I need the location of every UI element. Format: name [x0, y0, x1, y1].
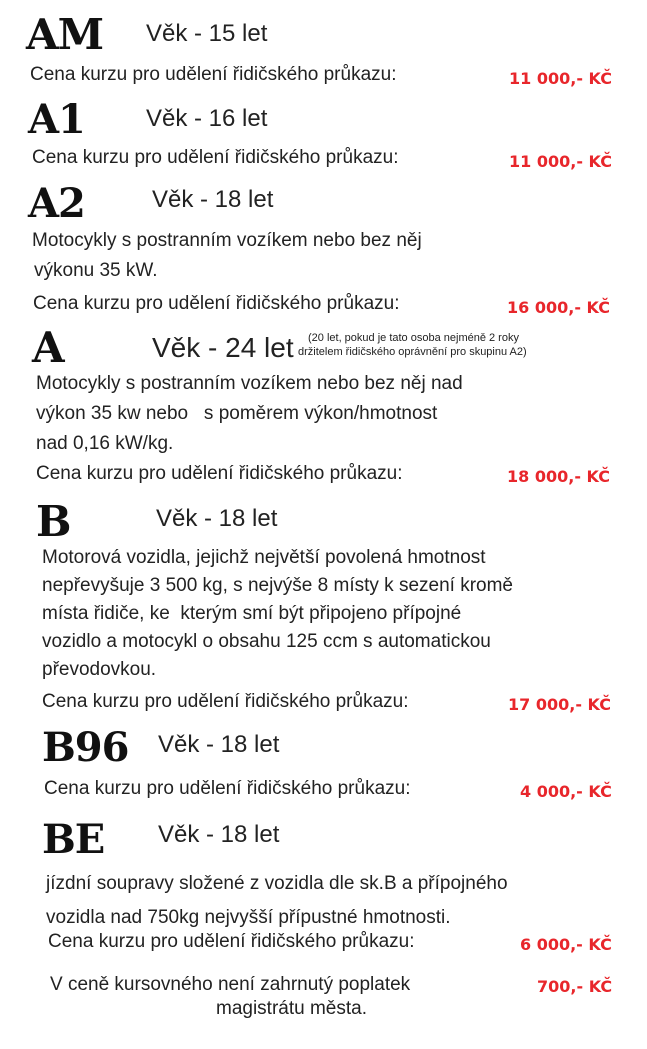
category-am-title: AM	[26, 10, 104, 59]
footer-price: 700,- KČ	[537, 977, 613, 996]
footer-note-line-2: magistrátu města.	[216, 998, 367, 1019]
category-b-price-label: Cena kurzu pro udělení řidičského průkazu:	[42, 691, 409, 712]
category-a-note-line: (20 let, pokud je tato osoba nejméně 2 roky	[308, 332, 519, 344]
category-a1-price: 11 000,- KČ	[509, 152, 612, 171]
footer-note-line-1: V ceně kursovného není zahrnutý poplatek	[50, 974, 411, 995]
category-a-note-line: držitelem řidičského oprávnění pro skupinu A2)	[298, 346, 527, 358]
category-am-price-label: Cena kurzu pro udělení řidičského průkazu:	[30, 64, 397, 85]
category-b-description	[42, 544, 602, 684]
category-a-title: A	[32, 323, 64, 372]
category-b96-age: Věk - 18 let	[158, 731, 280, 758]
category-b-description-line: nepřevyšuje 3 500 kg, s nejvýše 8 místy k sezení kromě	[42, 575, 513, 596]
category-a2-description	[32, 226, 422, 286]
category-am-age: Věk - 15 let	[146, 20, 268, 47]
category-be-price-label: Cena kurzu pro udělení řidičského průkazu:	[48, 931, 415, 952]
category-a2-price-label: Cena kurzu pro udělení řidičského průkazu:	[33, 293, 400, 314]
category-b96-price: 4 000,- KČ	[520, 782, 612, 801]
category-a2-description-line: výkonu 35 kW.	[34, 260, 158, 281]
category-a2-description-line: Motocykly s postranním vozíkem nebo bez něj	[32, 230, 422, 251]
category-a-price-label: Cena kurzu pro udělení řidičského průkazu:	[36, 463, 403, 484]
category-a2-price: 16 000,- KČ	[507, 298, 610, 317]
category-a1-price-label: Cena kurzu pro udělení řidičského průkazu:	[32, 147, 399, 168]
category-a-description	[36, 369, 463, 459]
category-a-description-line: Motocykly s postranním vozíkem nebo bez něj nad	[36, 373, 463, 394]
category-a-description-line: výkon 35 kw nebo s poměrem výkon/hmotnost	[36, 403, 438, 424]
category-b-description-line: převodovkou.	[42, 659, 157, 680]
category-a-note	[298, 331, 527, 359]
category-a2-age: Věk - 18 let	[152, 186, 274, 213]
category-a2-title: A2	[28, 180, 85, 227]
category-a-age: Věk - 24 let	[152, 332, 294, 363]
category-be-title: BE	[42, 816, 105, 863]
category-b-description-line: Motorová vozidla, jejichž největší povolená hmotnost	[42, 547, 486, 568]
category-a1-age: Věk - 16 let	[146, 105, 268, 132]
category-b-description-line: místa řidiče, ke kterým smí být připojeno přípojné	[42, 603, 462, 624]
category-b-description-line: vozidlo a motocykl o obsahu 125 ccm s automatickou	[42, 631, 491, 652]
category-be-price: 6 000,- KČ	[520, 935, 612, 954]
category-b96-title: B96	[42, 724, 129, 771]
category-b-age: Věk - 18 let	[156, 505, 278, 532]
category-a-price: 18 000,- KČ	[507, 467, 610, 486]
category-be-age: Věk - 18 let	[158, 821, 280, 848]
category-a-description-line: nad 0,16 kW/kg.	[36, 433, 174, 454]
category-b-title: B	[36, 497, 71, 546]
category-am-price: 11 000,- KČ	[509, 69, 612, 88]
category-be-description-line: jízdní soupravy složené z vozidla dle sk.B a přípojného	[46, 873, 508, 894]
category-a1-title: A1	[28, 96, 85, 143]
category-b-price: 17 000,- KČ	[508, 695, 611, 714]
category-be-description-line: vozidla nad 750kg nejvyšší přípustné hmotnosti.	[46, 907, 451, 928]
category-b96-price-label: Cena kurzu pro udělení řidičského průkazu:	[44, 778, 411, 799]
category-be-description	[46, 867, 508, 935]
